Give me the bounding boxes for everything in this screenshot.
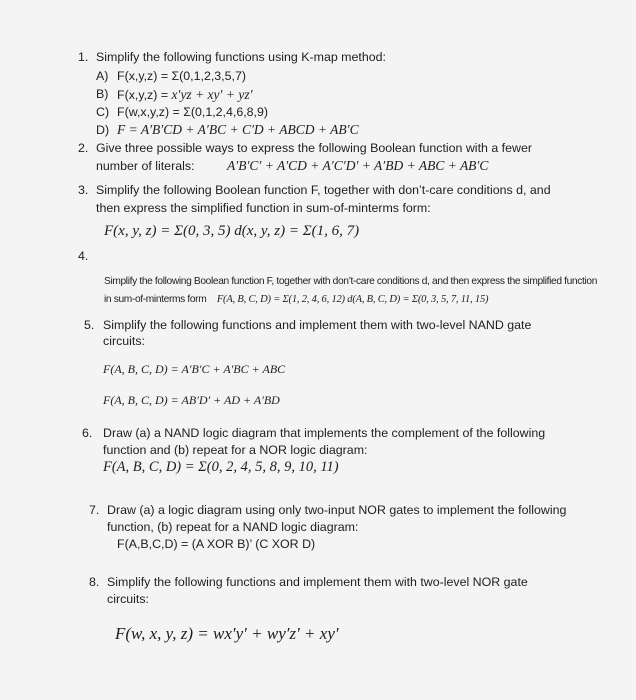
q7-line1: Draw (a) a logic diagram using only two-input NOR gates to implement the following [107,503,567,517]
q3-number: 3. [78,183,89,197]
q3-expr: F(x, y, z) = Σ(0, 3, 5) d(x, y, z) = Σ(1, 6, 7) [104,223,360,239]
q5-line1: Simplify the following functions and implement them with two-level NAND gate [103,318,532,332]
q4-line2-expr: F(A, B, C, D) = Σ(1, 2, 4, 6, 12) d(A, B, C, D) = Σ(0, 3, 5, 7, 11, 15) [216,294,489,305]
q1-b-prefix: F(x,y,z) = [117,88,172,102]
q1-number: 1. [78,50,89,64]
q8-line1: Simplify the following functions and implement them with two-level NOR gate [107,575,528,589]
q6-line1: Draw (a) a NAND logic diagram that implements the complement of the following [103,426,546,440]
q3-line2: then express the simplified function in sum-of-minterms form: [96,201,431,215]
q5-line2: circuits: [103,334,145,348]
q1-c-expr: F(w,x,y,z) = Σ(0,1,2,4,6,8,9) [117,105,269,119]
q8-line2: circuits: [107,592,149,606]
q1-a-expr: F(x,y,z) = Σ(0,1,2,3,5,7) [117,69,246,83]
q6-number: 6. [82,426,93,440]
q2-number: 2. [78,141,89,155]
q1-b-row [117,87,253,103]
q4-line2-text: in sum-of-minterms form [104,294,207,305]
q3-line1: Simplify the following Boolean function F, together with don’t-care conditions d, and [96,183,551,197]
q1-c-label: C) [96,105,110,119]
q7-line2: function, (b) repeat for a NAND logic diagram: [107,520,359,534]
q1-b-label: B) [96,87,109,101]
q1-text: Simplify the following functions using K-map method: [96,50,386,64]
q8-number: 8. [89,575,100,589]
q2-expr: A′B′C′ + A′CD + A′C′D′ + A′BD + ABC + AB′C [227,158,489,173]
q6-expr: F(A, B, C, D) = Σ(0, 2, 4, 5, 8, 9, 10, 11) [103,459,339,475]
q5-number: 5. [84,318,95,332]
q1-a-label: A) [96,69,109,83]
q7-expr: F(A,B,C,D) = (A XOR B)’ (C XOR D) [117,537,316,551]
q7-number: 7. [89,503,100,517]
q2-line2: number of literals: [96,159,195,173]
q2-line1: Give three possible ways to express the following Boolean function with a fewer [96,141,532,155]
q1-d-expr: F = A′B′CD + A′BC + C′D + ABCD + AB′C [117,122,359,137]
q1-b-expr: x′yz + xy′ + yz′ [171,87,253,102]
q5-expr2: F(A, B, C, D) = AB′D′ + AD + A′BD [103,393,280,407]
q4-number: 4. [78,249,89,263]
q1-d-label: D) [96,123,110,137]
q5-expr1: F(A, B, C, D) = A′B′C + A′BC + ABC [103,362,286,376]
q8-expr: F(w, x, y, z) = wx′y′ + wy′z′ + xy′ [115,624,339,643]
q6-line2: function and (b) repeat for a NOR logic diagram: [103,443,368,457]
q4-line2 [104,292,488,307]
q4-line1: Simplify the following Boolean function F, together with don’t-care conditions d, and then express the simplified function [104,276,598,287]
